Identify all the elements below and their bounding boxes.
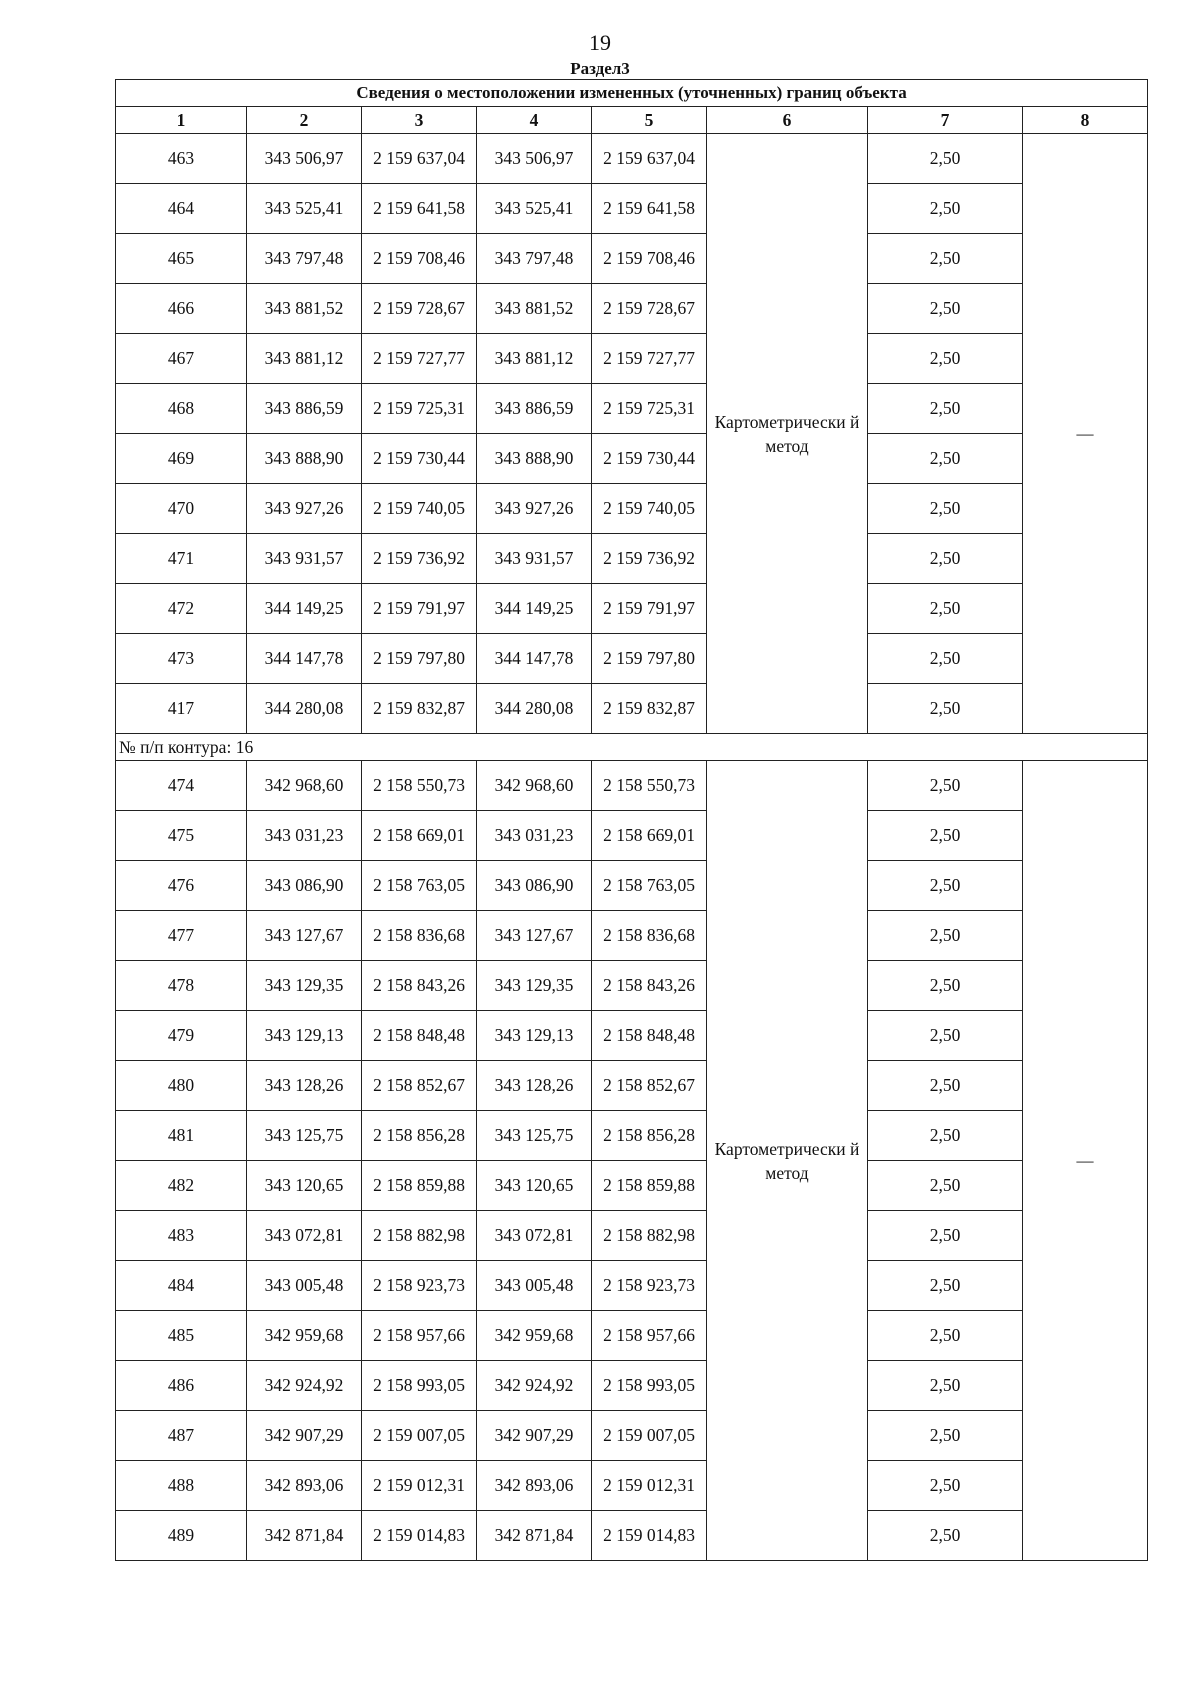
accuracy-cell: 2,50	[868, 1461, 1023, 1511]
new-y-cell: 2 159 014,83	[592, 1511, 707, 1561]
accuracy-cell: 2,50	[868, 1311, 1023, 1361]
new-y-cell: 2 159 791,97	[592, 584, 707, 634]
point-number-cell: 470	[116, 484, 247, 534]
old-x-cell: 343 129,13	[247, 1011, 362, 1061]
old-x-cell: 343 525,41	[247, 184, 362, 234]
accuracy-cell: 2,50	[868, 584, 1023, 634]
point-number-cell: 484	[116, 1261, 247, 1311]
method-cell: Картометрически й метод	[707, 761, 868, 1561]
new-y-cell: 2 158 882,98	[592, 1211, 707, 1261]
old-x-cell: 343 881,12	[247, 334, 362, 384]
table-row	[116, 534, 1148, 584]
column-header: 5	[592, 107, 707, 134]
point-number-cell: 468	[116, 384, 247, 434]
old-x-cell: 342 893,06	[247, 1461, 362, 1511]
new-x-cell: 343 881,12	[477, 334, 592, 384]
old-y-cell: 2 158 763,05	[362, 861, 477, 911]
point-number-cell: 474	[116, 761, 247, 811]
new-x-cell: 342 924,92	[477, 1361, 592, 1411]
new-x-cell: 343 031,23	[477, 811, 592, 861]
old-x-cell: 343 128,26	[247, 1061, 362, 1111]
table-row	[116, 234, 1148, 284]
new-y-cell: 2 159 736,92	[592, 534, 707, 584]
old-x-cell: 342 968,60	[247, 761, 362, 811]
point-number-cell: 463	[116, 134, 247, 184]
column-header: 8	[1023, 107, 1148, 134]
old-y-cell: 2 158 669,01	[362, 811, 477, 861]
table-caption: Сведения о местоположении измененных (уточненных) границ объекта	[116, 80, 1148, 107]
point-number-cell: 482	[116, 1161, 247, 1211]
point-number-cell: 480	[116, 1061, 247, 1111]
new-x-cell: 343 797,48	[477, 234, 592, 284]
point-number-cell: 464	[116, 184, 247, 234]
table-row	[116, 1461, 1148, 1511]
table-row	[116, 334, 1148, 384]
accuracy-cell: 2,50	[868, 534, 1023, 584]
new-x-cell: 344 147,78	[477, 634, 592, 684]
new-y-cell: 2 159 730,44	[592, 434, 707, 484]
point-number-cell: 476	[116, 861, 247, 911]
new-x-cell: 343 129,35	[477, 961, 592, 1011]
old-y-cell: 2 159 740,05	[362, 484, 477, 534]
table-row	[116, 584, 1148, 634]
point-number-cell: 466	[116, 284, 247, 334]
old-y-cell: 2 159 797,80	[362, 634, 477, 684]
new-y-cell: 2 159 012,31	[592, 1461, 707, 1511]
old-x-cell: 343 881,52	[247, 284, 362, 334]
new-x-cell: 343 888,90	[477, 434, 592, 484]
old-y-cell: 2 158 859,88	[362, 1161, 477, 1211]
page-number: 19	[589, 30, 611, 55]
old-y-cell: 2 158 856,28	[362, 1111, 477, 1161]
table-row	[116, 1261, 1148, 1311]
accuracy-cell: 2,50	[868, 961, 1023, 1011]
point-number-cell: 489	[116, 1511, 247, 1561]
point-number-cell: 465	[116, 234, 247, 284]
accuracy-cell: 2,50	[868, 634, 1023, 684]
point-number-cell: 478	[116, 961, 247, 1011]
new-y-cell: 2 159 007,05	[592, 1411, 707, 1461]
old-y-cell: 2 158 957,66	[362, 1311, 477, 1361]
new-x-cell: 343 525,41	[477, 184, 592, 234]
old-y-cell: 2 158 836,68	[362, 911, 477, 961]
point-number-cell: 473	[116, 634, 247, 684]
old-x-cell: 342 871,84	[247, 1511, 362, 1561]
point-number-cell: 486	[116, 1361, 247, 1411]
accuracy-cell: 2,50	[868, 334, 1023, 384]
accuracy-cell: 2,50	[868, 811, 1023, 861]
old-x-cell: 343 931,57	[247, 534, 362, 584]
accuracy-cell: 2,50	[868, 1211, 1023, 1261]
accuracy-cell: 2,50	[868, 234, 1023, 284]
old-y-cell: 2 158 923,73	[362, 1261, 477, 1311]
table-row	[116, 1411, 1148, 1461]
new-x-cell: 343 125,75	[477, 1111, 592, 1161]
old-y-cell: 2 158 550,73	[362, 761, 477, 811]
new-y-cell: 2 158 859,88	[592, 1161, 707, 1211]
new-x-cell: 343 927,26	[477, 484, 592, 534]
point-number-cell: 488	[116, 1461, 247, 1511]
new-y-cell: 2 159 740,05	[592, 484, 707, 534]
new-y-cell: 2 158 843,26	[592, 961, 707, 1011]
old-x-cell: 344 149,25	[247, 584, 362, 634]
old-y-cell: 2 159 012,31	[362, 1461, 477, 1511]
old-y-cell: 2 159 728,67	[362, 284, 477, 334]
old-x-cell: 343 797,48	[247, 234, 362, 284]
new-x-cell: 342 968,60	[477, 761, 592, 811]
table-row	[116, 1161, 1148, 1211]
old-y-cell: 2 159 014,83	[362, 1511, 477, 1561]
accuracy-cell: 2,50	[868, 134, 1023, 184]
contour-row	[116, 734, 1148, 761]
table-row	[116, 761, 1148, 811]
old-x-cell: 343 506,97	[247, 134, 362, 184]
accuracy-cell: 2,50	[868, 1411, 1023, 1461]
new-y-cell: 2 158 763,05	[592, 861, 707, 911]
new-y-cell: 2 159 727,77	[592, 334, 707, 384]
column-header: 1	[116, 107, 247, 134]
note-cell: —	[1023, 761, 1148, 1561]
old-x-cell: 343 888,90	[247, 434, 362, 484]
accuracy-cell: 2,50	[868, 684, 1023, 734]
new-y-cell: 2 159 797,80	[592, 634, 707, 684]
new-y-cell: 2 158 993,05	[592, 1361, 707, 1411]
accuracy-cell: 2,50	[868, 484, 1023, 534]
accuracy-cell: 2,50	[868, 1011, 1023, 1061]
new-x-cell: 343 120,65	[477, 1161, 592, 1211]
new-x-cell: 343 086,90	[477, 861, 592, 911]
new-y-cell: 2 159 708,46	[592, 234, 707, 284]
old-x-cell: 343 127,67	[247, 911, 362, 961]
old-y-cell: 2 159 727,77	[362, 334, 477, 384]
new-x-cell: 343 881,52	[477, 284, 592, 334]
column-header: 7	[868, 107, 1023, 134]
table-row	[116, 961, 1148, 1011]
new-y-cell: 2 158 836,68	[592, 911, 707, 961]
old-y-cell: 2 159 791,97	[362, 584, 477, 634]
point-number-cell: 471	[116, 534, 247, 584]
table-row	[116, 684, 1148, 734]
column-header-row	[116, 107, 1148, 134]
old-x-cell: 343 031,23	[247, 811, 362, 861]
method-cell: Картометрически й метод	[707, 134, 868, 734]
old-x-cell: 342 959,68	[247, 1311, 362, 1361]
old-y-cell: 2 158 852,67	[362, 1061, 477, 1111]
old-y-cell: 2 159 832,87	[362, 684, 477, 734]
table-row	[116, 184, 1148, 234]
accuracy-cell: 2,50	[868, 1161, 1023, 1211]
new-y-cell: 2 159 728,67	[592, 284, 707, 334]
new-x-cell: 342 871,84	[477, 1511, 592, 1561]
old-y-cell: 2 158 848,48	[362, 1011, 477, 1061]
accuracy-cell: 2,50	[868, 1061, 1023, 1111]
accuracy-cell: 2,50	[868, 434, 1023, 484]
new-x-cell: 344 280,08	[477, 684, 592, 734]
accuracy-cell: 2,50	[868, 284, 1023, 334]
table-row	[116, 1111, 1148, 1161]
table-row	[116, 1311, 1148, 1361]
new-y-cell: 2 158 550,73	[592, 761, 707, 811]
point-number-cell: 479	[116, 1011, 247, 1061]
old-y-cell: 2 159 637,04	[362, 134, 477, 184]
old-x-cell: 344 147,78	[247, 634, 362, 684]
new-y-cell: 2 159 832,87	[592, 684, 707, 734]
old-x-cell: 343 086,90	[247, 861, 362, 911]
table-row	[116, 1511, 1148, 1561]
column-header: 4	[477, 107, 592, 134]
new-x-cell: 344 149,25	[477, 584, 592, 634]
table-row	[116, 384, 1148, 434]
old-y-cell: 2 159 730,44	[362, 434, 477, 484]
section-title: Раздел3	[570, 59, 630, 78]
new-x-cell: 343 005,48	[477, 1261, 592, 1311]
new-x-cell: 342 907,29	[477, 1411, 592, 1461]
note-cell: —	[1023, 134, 1148, 734]
point-number-cell: 485	[116, 1311, 247, 1361]
old-y-cell: 2 159 007,05	[362, 1411, 477, 1461]
accuracy-cell: 2,50	[868, 861, 1023, 911]
point-number-cell: 417	[116, 684, 247, 734]
old-x-cell: 343 927,26	[247, 484, 362, 534]
old-x-cell: 343 005,48	[247, 1261, 362, 1311]
old-y-cell: 2 159 736,92	[362, 534, 477, 584]
old-x-cell: 343 129,35	[247, 961, 362, 1011]
old-x-cell: 344 280,08	[247, 684, 362, 734]
table-row	[116, 861, 1148, 911]
column-header: 6	[707, 107, 868, 134]
new-y-cell: 2 158 957,66	[592, 1311, 707, 1361]
old-x-cell: 342 924,92	[247, 1361, 362, 1411]
new-y-cell: 2 158 848,48	[592, 1011, 707, 1061]
new-x-cell: 343 506,97	[477, 134, 592, 184]
old-x-cell: 343 886,59	[247, 384, 362, 434]
accuracy-cell: 2,50	[868, 1111, 1023, 1161]
table-row	[116, 434, 1148, 484]
new-x-cell: 343 072,81	[477, 1211, 592, 1261]
point-number-cell: 481	[116, 1111, 247, 1161]
new-y-cell: 2 158 923,73	[592, 1261, 707, 1311]
table-row	[116, 1211, 1148, 1261]
new-y-cell: 2 158 669,01	[592, 811, 707, 861]
table-row	[116, 1061, 1148, 1111]
new-x-cell: 343 128,26	[477, 1061, 592, 1111]
point-number-cell: 487	[116, 1411, 247, 1461]
point-number-cell: 467	[116, 334, 247, 384]
accuracy-cell: 2,50	[868, 1511, 1023, 1561]
new-y-cell: 2 159 637,04	[592, 134, 707, 184]
point-number-cell: 475	[116, 811, 247, 861]
old-y-cell: 2 158 882,98	[362, 1211, 477, 1261]
new-x-cell: 343 127,67	[477, 911, 592, 961]
column-header: 3	[362, 107, 477, 134]
accuracy-cell: 2,50	[868, 761, 1023, 811]
old-x-cell: 342 907,29	[247, 1411, 362, 1461]
old-y-cell: 2 159 725,31	[362, 384, 477, 434]
column-header: 2	[247, 107, 362, 134]
table-row	[116, 811, 1148, 861]
old-y-cell: 2 159 641,58	[362, 184, 477, 234]
table-row	[116, 484, 1148, 534]
new-y-cell: 2 159 725,31	[592, 384, 707, 434]
point-number-cell: 477	[116, 911, 247, 961]
accuracy-cell: 2,50	[868, 1361, 1023, 1411]
new-y-cell: 2 158 856,28	[592, 1111, 707, 1161]
coordinates-table	[115, 79, 1148, 1561]
accuracy-cell: 2,50	[868, 1261, 1023, 1311]
new-x-cell: 343 129,13	[477, 1011, 592, 1061]
table-body	[116, 80, 1148, 1561]
table-row	[116, 284, 1148, 334]
contour-label: № п/п контура: 16	[116, 734, 1148, 761]
old-x-cell: 343 120,65	[247, 1161, 362, 1211]
point-number-cell: 483	[116, 1211, 247, 1261]
old-x-cell: 343 072,81	[247, 1211, 362, 1261]
accuracy-cell: 2,50	[868, 911, 1023, 961]
old-y-cell: 2 158 843,26	[362, 961, 477, 1011]
table-row	[116, 1361, 1148, 1411]
new-x-cell: 343 886,59	[477, 384, 592, 434]
table-row	[116, 134, 1148, 184]
table-row	[116, 634, 1148, 684]
table-row	[116, 911, 1148, 961]
new-x-cell: 342 893,06	[477, 1461, 592, 1511]
table-row	[116, 1011, 1148, 1061]
new-y-cell: 2 158 852,67	[592, 1061, 707, 1111]
new-x-cell: 343 931,57	[477, 534, 592, 584]
point-number-cell: 469	[116, 434, 247, 484]
new-x-cell: 342 959,68	[477, 1311, 592, 1361]
table-caption-row	[116, 80, 1148, 107]
point-number-cell: 472	[116, 584, 247, 634]
accuracy-cell: 2,50	[868, 184, 1023, 234]
new-y-cell: 2 159 641,58	[592, 184, 707, 234]
accuracy-cell: 2,50	[868, 384, 1023, 434]
old-y-cell: 2 159 708,46	[362, 234, 477, 284]
old-y-cell: 2 158 993,05	[362, 1361, 477, 1411]
old-x-cell: 343 125,75	[247, 1111, 362, 1161]
